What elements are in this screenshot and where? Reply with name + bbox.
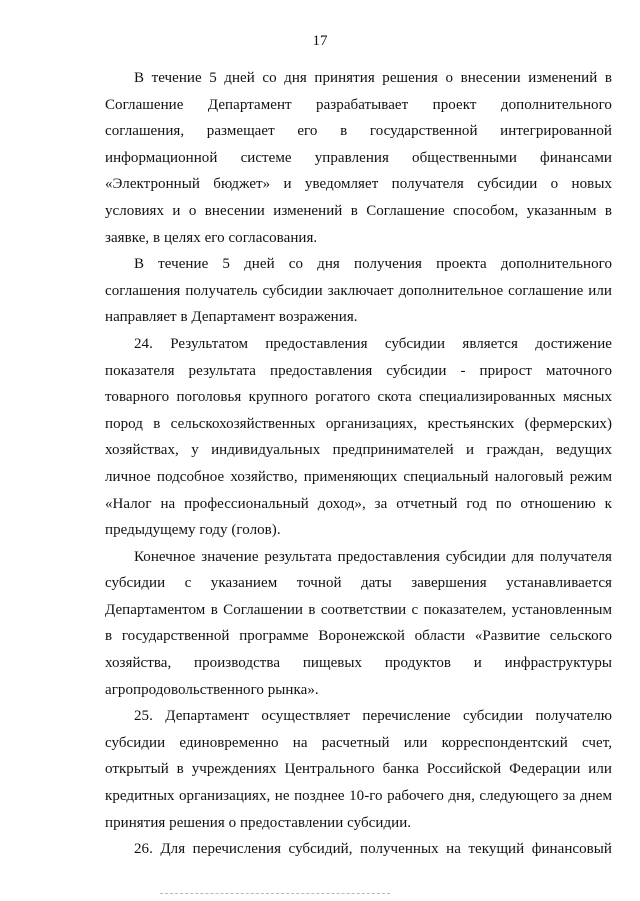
text-line: субсидии с указанием точной даты завершения устанавливается <box>105 575 612 592</box>
text-line: открытый в учреждениях Центрального банка Российской Федерации или <box>105 761 612 778</box>
text-line: субсидии единовременно на расчетный или корреспондентский счет, <box>105 734 612 751</box>
text-line: 26. Для перечисления субсидий, полученных на текущий финансовый <box>134 841 612 858</box>
paragraph-final-result-value <box>105 544 612 704</box>
footer-rule <box>160 893 390 894</box>
text-line: «Электронный бюджет» и уведомляет получателя субсидии о новых <box>105 176 612 193</box>
text-line: В течение 5 дней со дня принятия решения о внесении изменений в <box>134 70 612 86</box>
paragraph-item-24 <box>105 331 612 544</box>
text-line: агропродовольственного рынка». <box>105 681 319 698</box>
paragraph-item-26 <box>105 836 612 863</box>
text-line: предыдущему году (голов). <box>105 522 281 539</box>
page-number: 17 <box>312 33 328 49</box>
text-line: хозяйствах, у индивидуальных предпринимателей и граждан, ведущих <box>105 442 612 459</box>
paragraph-agreement-changes <box>105 65 612 251</box>
paragraph-additional-agreement <box>105 251 612 331</box>
text-line: хозяйства, производства пищевых продуктов и инфраструктуры <box>105 655 612 672</box>
text-line: информационной системе управления общественными финансами <box>105 149 612 166</box>
text-line: условиях и о внесении изменений в Соглашение способом, указанным в <box>105 202 612 219</box>
text-line: заявке, в целях его согласования. <box>105 229 318 246</box>
text-line: соглашения получатель субсидии заключает дополнительное соглашение или <box>105 282 612 299</box>
text-line: направляет в Департамент возражения. <box>105 309 358 326</box>
text-line: Соглашение Департамент разрабатывает проект дополнительного <box>105 96 612 113</box>
text-line: личное подсобное хозяйство, применяющих специальный налоговый режим <box>105 468 612 485</box>
text-line: в государственной программе Воронежской области «Развитие сельского <box>105 628 612 645</box>
text-line: 24. Результатом предоставления субсидии является достижение <box>134 335 612 352</box>
text-line: Конечное значение результата предоставления субсидии для получателя <box>134 548 612 565</box>
text-line: 25. Департамент осуществляет перечисление субсидии получателю <box>134 708 612 725</box>
text-line: В течение 5 дней со дня получения проекта дополнительного <box>134 256 612 273</box>
text-line: принятия решения о предоставлении субсидии. <box>105 814 412 831</box>
text-line: «Налог на профессиональный доход», за отчетный год по отношению к <box>105 495 612 512</box>
text-line: пород в сельскохозяйственных организациях, крестьянских (фермерских) <box>105 415 612 432</box>
text-line: кредитных организациях, не позднее 10-го рабочего дня, следующего за днем <box>105 788 612 805</box>
text-line: товарного поголовья крупного рогатого скота специализированных мясных <box>105 389 612 406</box>
paragraph-item-25 <box>105 703 612 836</box>
text-line: Департаментом в Соглашении в соответствии с показателем, установленным <box>105 601 612 618</box>
document-body <box>105 65 612 863</box>
text-line: показателя результата предоставления субсидии - прирост маточного <box>105 362 612 379</box>
text-line: соглашения, размещает его в государственной интегрированной <box>105 123 612 140</box>
